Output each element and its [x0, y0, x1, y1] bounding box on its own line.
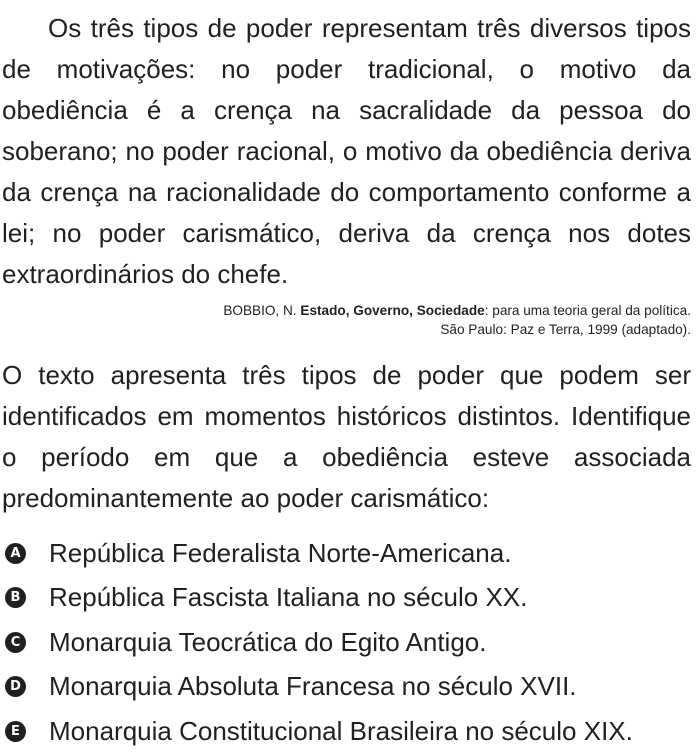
option-text: Monarquia Absoluta Francesa no século XVII. [49, 671, 577, 702]
option-b[interactable] [2, 576, 691, 621]
citation-subtitle: : para uma teoria geral da política. [484, 303, 691, 318]
option-letter-badge: E [5, 721, 26, 742]
citation [2, 301, 691, 339]
option-e[interactable] [2, 709, 691, 754]
option-letter-badge: B [5, 587, 26, 608]
option-text: República Federalista Norte-Americana. [49, 537, 512, 568]
option-letter-badge: D [5, 676, 26, 697]
option-d[interactable] [2, 665, 691, 710]
citation-title: Estado, Governo, Sociedade [300, 303, 485, 318]
option-c[interactable] [2, 620, 691, 665]
option-letter-badge: A [5, 543, 26, 564]
option-text: República Fascista Italiana no século XX. [49, 582, 528, 613]
option-text: Monarquia Teocrática do Egito Antigo. [49, 626, 487, 657]
citation-author: BOBBIO, N. [223, 303, 301, 318]
answer-options [2, 531, 691, 754]
question-stem: O texto apresenta três tipos de poder que podem ser identificados em momentos históricos distintos. Identifique o período em que a obediência esteve associada predominantemente ao poder carismático: [2, 360, 691, 513]
option-letter-badge: C [5, 632, 26, 653]
source-passage: Os três tipos de poder representam três diversos tipos de motivações: no poder tradicional, o motivo da obediência é a crença na sacralidade da pessoa do soberano; no poder racional, o motivo da obediência deriva da crença na racionalidade do comportamento conforme a lei; no poder carismático, deriva da crença nos dotes extraordinários do chefe. [2, 13, 691, 289]
citation-publication: São Paulo: Paz e Terra, 1999 (adaptado). [440, 322, 691, 337]
option-a[interactable] [2, 531, 691, 576]
option-text: Monarquia Constitucional Brasileira no século XIX. [49, 715, 633, 746]
